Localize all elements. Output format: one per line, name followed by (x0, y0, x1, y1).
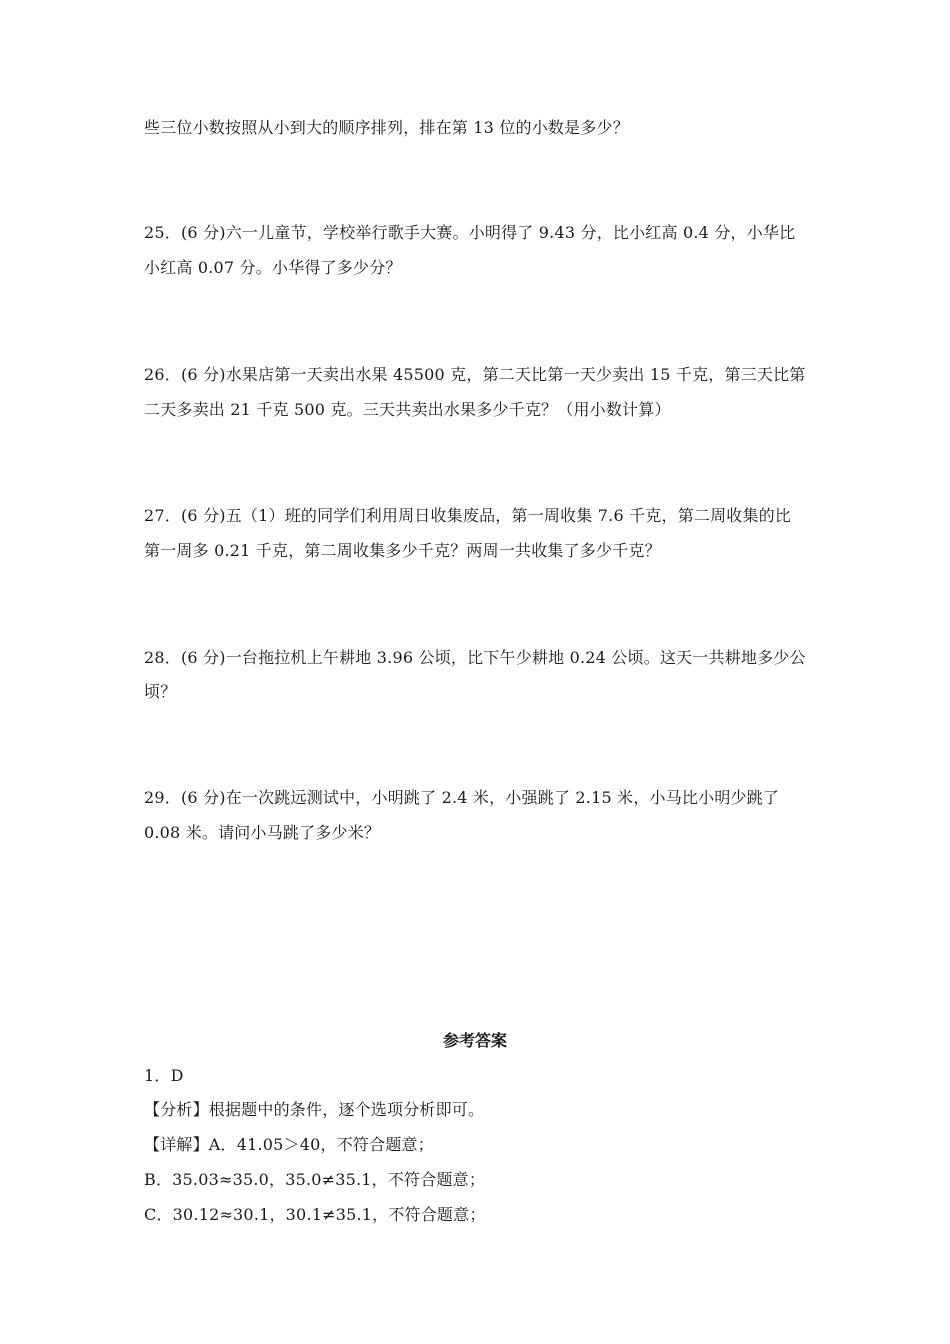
answer-1-choice: 1．D (144, 1066, 184, 1085)
question-24-line: 些三位小数按照从小到大的顺序排列，排在第 13 位的小数是多少？ (144, 118, 629, 137)
question-26-line-2: 二天多卖出 21 千克 500 克。三天共卖出水果多少千克？（用小数计算） (144, 400, 671, 419)
question-29-line-1: 29．(6 分)在一次跳远测试中，小明跳了 2.4 米，小强跳了 2.15 米，小马比小明少跳了 (144, 788, 780, 807)
question-27-line-1: 27．(6 分)五（1）班的同学们利用周日收集废品，第一周收集 7.6 千克，第二周收集的比 (144, 506, 792, 525)
question-25-line-2: 小红高 0.07 分。小华得了多少分？ (144, 258, 402, 277)
question-28-line-2: 顷？ (144, 682, 177, 701)
answer-1-detail-b: B．35.03≈35.0，35.0≠35.1，不符合题意； (144, 1170, 486, 1189)
question-28-line-1: 28．(6 分)一台拖拉机上午耕地 3.96 公顷，比下午少耕地 0.24 公顷。这天一共耕地多少公 (144, 648, 806, 667)
question-29-line-2: 0.08 米。请问小马跳了多少米？ (144, 823, 381, 842)
answer-1-detail-a: 【详解】A．41.05＞40，不符合题意； (144, 1135, 434, 1154)
answer-1-detail-c: C．30.12≈30.1，30.1≠35.1，不符合题意； (144, 1205, 486, 1224)
question-27-line-2: 第一周多 0.21 千克，第二周收集多少千克？两周一共收集了多少千克？ (144, 541, 661, 560)
answer-1-analysis: 【分析】根据题中的条件，逐个选项分析即可。 (144, 1100, 485, 1119)
answers-heading: 参考答案 (442, 1031, 507, 1050)
question-25-line-1: 25．(6 分)六一儿童节，学校举行歌手大赛。小明得了 9.43 分，比小红高 0.4 分，小华比 (144, 223, 796, 242)
question-26-line-1: 26．(6 分)水果店第一天卖出水果 45500 克，第二天比第一天少卖出 15 千克，第三天比第 (144, 365, 806, 384)
